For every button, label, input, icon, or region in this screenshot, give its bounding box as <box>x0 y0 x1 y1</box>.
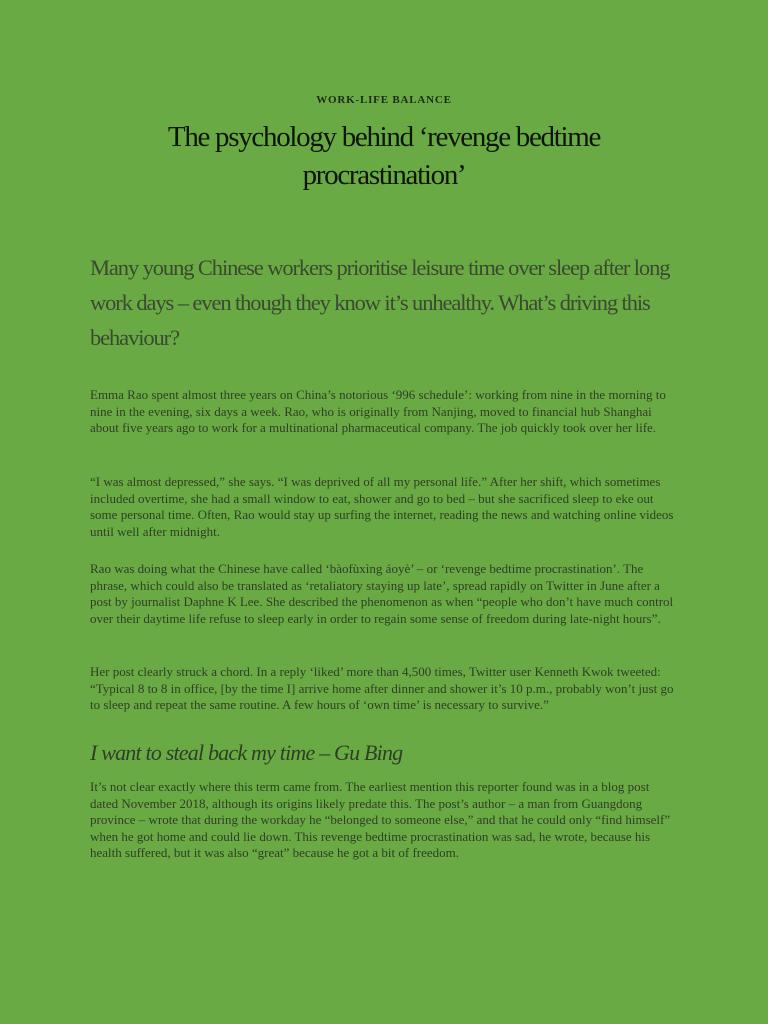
body-paragraph-4: Her post clearly struck a chord. In a reply ‘liked’ more than 4,500 times, Twitter user Kenneth Kwok tweeted: “Typical 8 to 8 in office, [by the time I] arrive home after dinner and shower it’s 10 p.m., probably won’t just go to sleep and repeat the same routine. A few hours of ‘own time’ is necessary to survive.” <box>90 664 674 712</box>
body-paragraph-1: Emma Rao spent almost three years on China’s notorious ‘996 schedule’: working from nine in the morning to nine in the evening, six days a week. Rao, who is originally from Nanjing, moved to financial hub Shanghai about five years ago to work for a multinational pharmaceutical company. The job quickly took over her life. <box>90 387 666 435</box>
body-paragraph-3: Rao was doing what the Chinese have called ‘bàofùxìng áoyè’ – or ‘revenge bedtime procrastination’. The phrase, which could also be translated as ‘retaliatory staying up late’, spread rapidly on Twitter in June after a post by journalist Daphne K Lee. She described the phenomenon as when “people who don’t have much control over their daytime life refuse to sleep early in order to regain some sense of freedom during late-night hours”. <box>90 561 674 626</box>
body-paragraph-5: It’s not clear exactly where this term came from. The earliest mention this reporter found was in a blog post dated November 2018, although its origins likely predate this. The post’s author – a man from Guangdong province – wrote that during the workday he “belonged to someone else,” and that he could only “find himself” when he got home and could lie down. This revenge bedtime procrastination was sad, he wrote, because his health suffered, but it was also “great” because he got a bit of freedom. <box>90 779 671 860</box>
pull-quote: I want to steal back my time – Gu Bing <box>90 740 403 765</box>
section-kicker: WORK-LIFE BALANCE <box>316 94 452 106</box>
body-paragraph-2: “I was almost depressed,” she says. “I was deprived of all my personal life.” After her shift, which sometimes included overtime, she had a small window to eat, shower and go to bed – but she sacrificed sleep to eke out some personal time. Often, Rao would stay up surfing the internet, reading the news and watching online videos until well after midnight. <box>90 474 674 539</box>
article-standfirst: Many young Chinese workers prioritise leisure time over sleep after long work days – even though they know it’s unhealthy. What’s driving this behaviour? <box>90 255 670 350</box>
article-headline: The psychology behind ‘revenge bedtime procrastination’ <box>167 121 601 191</box>
